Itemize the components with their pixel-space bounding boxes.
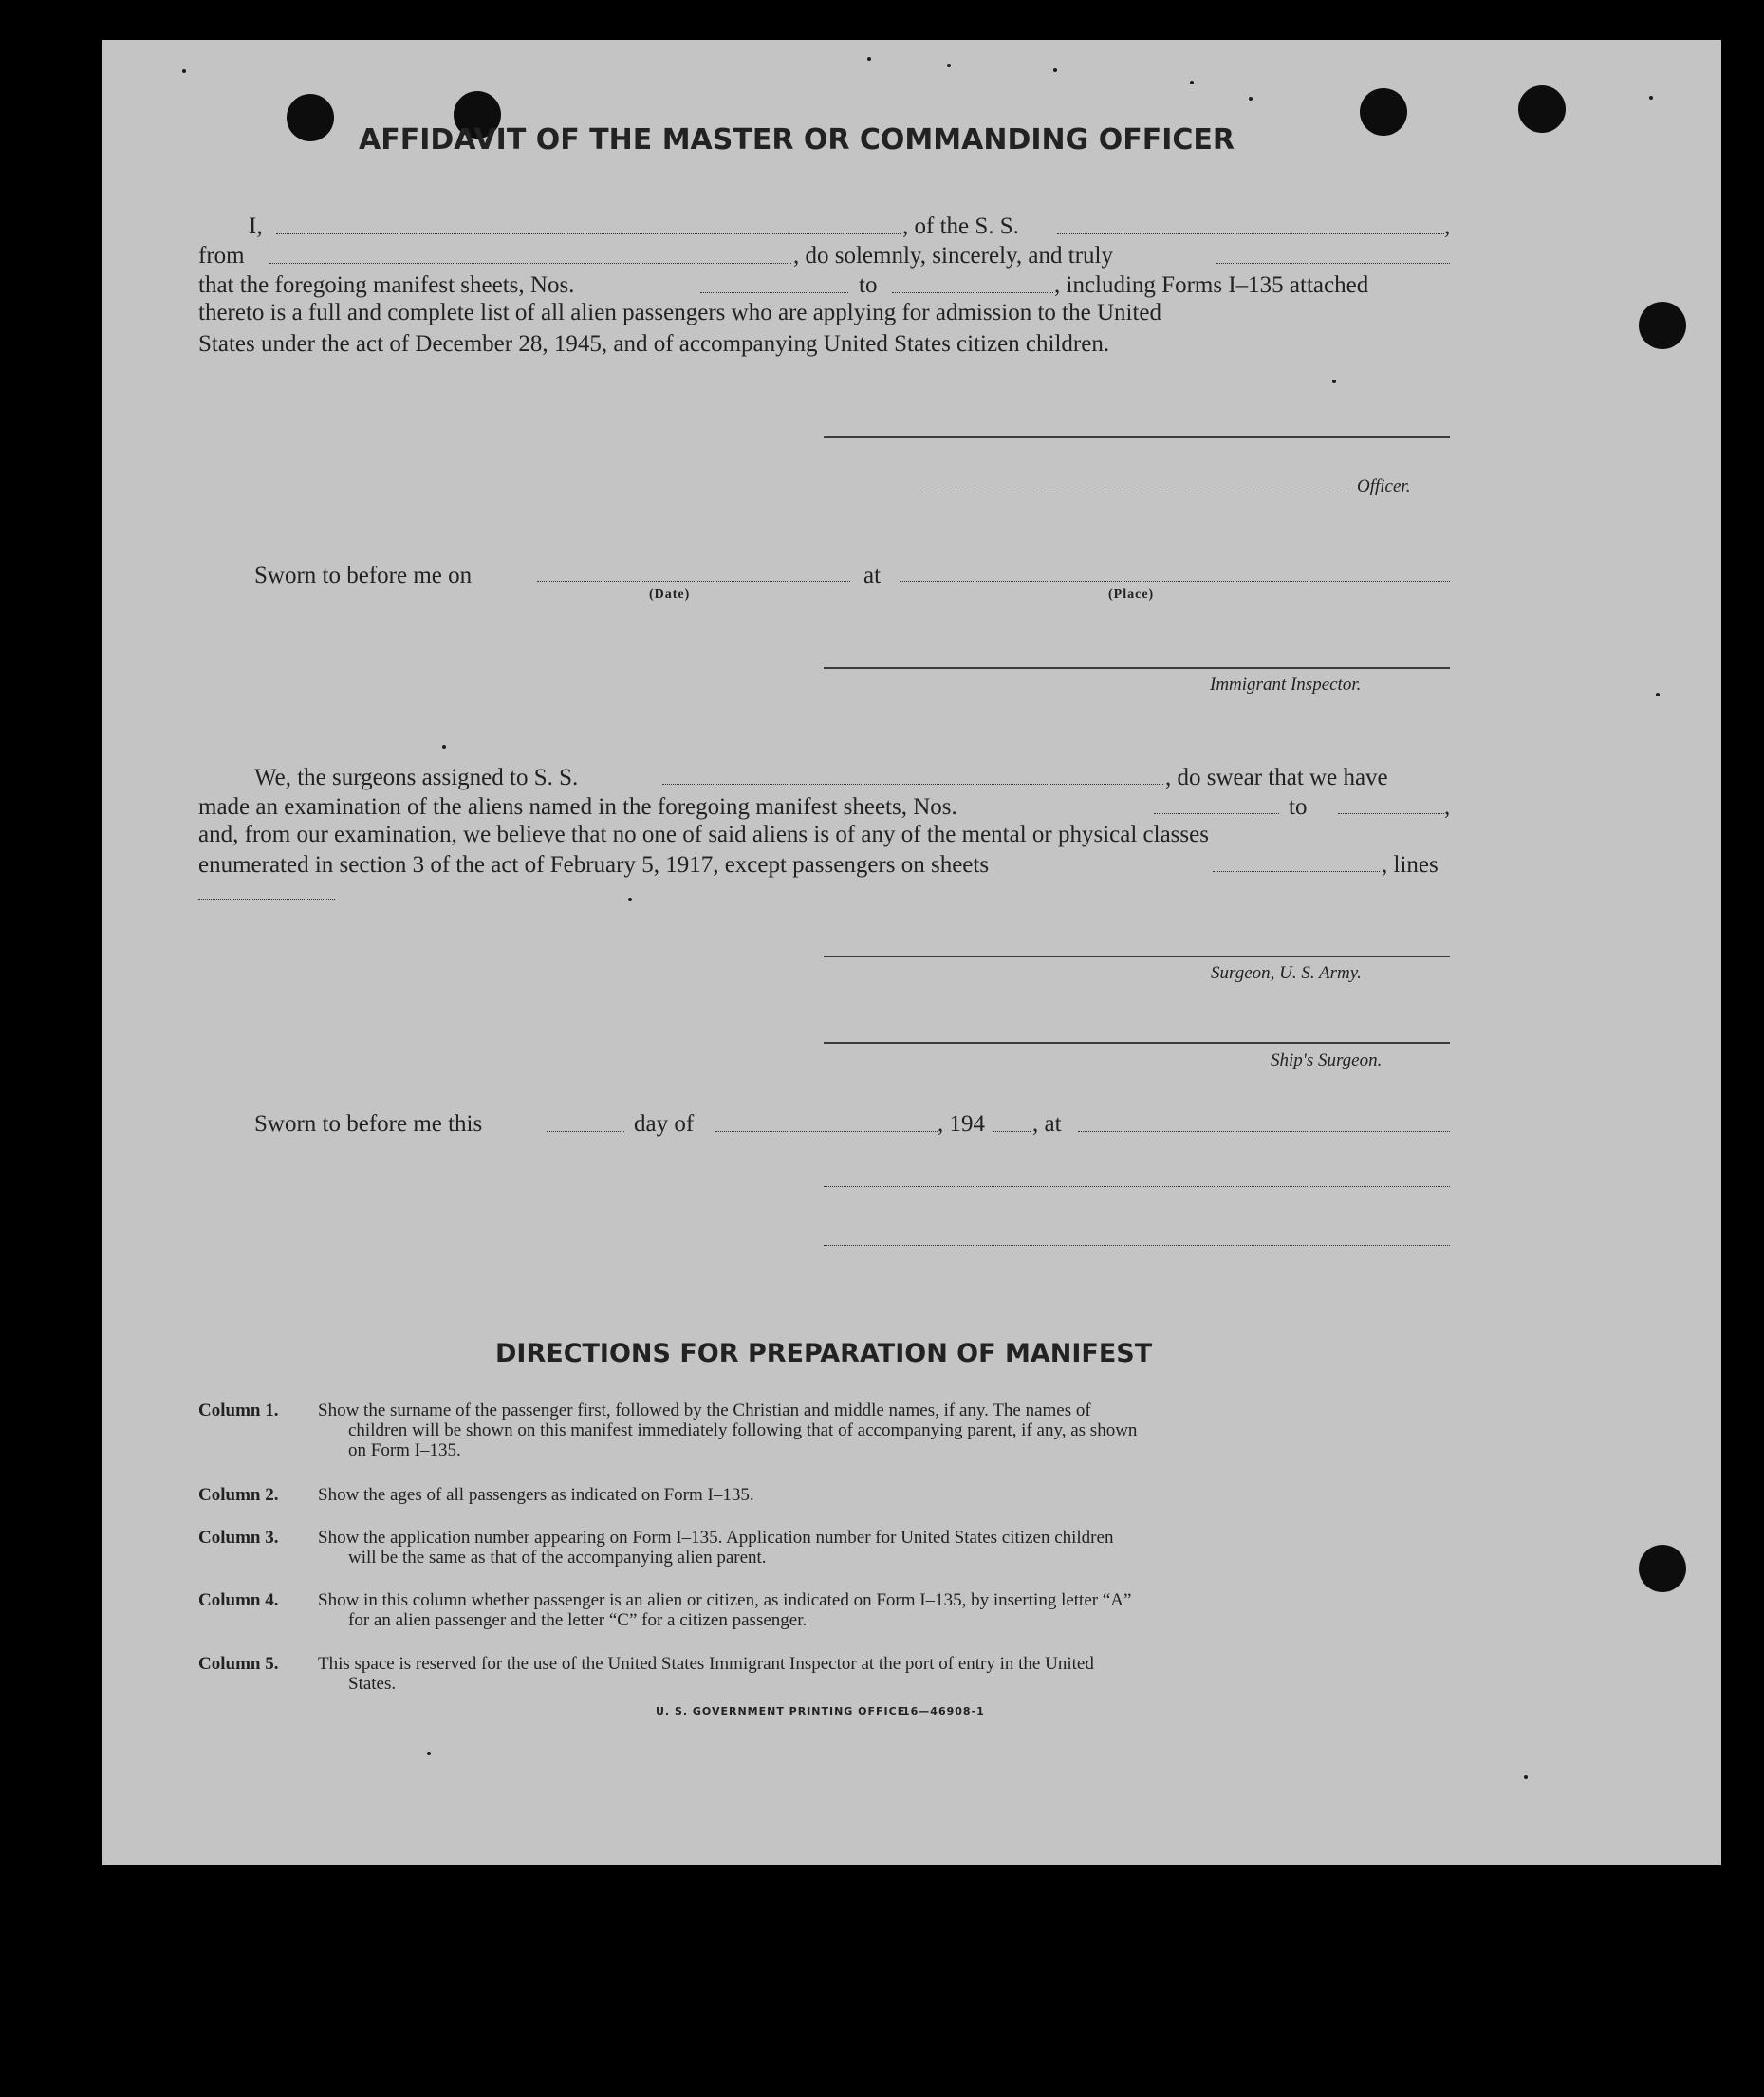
affidavit-line1-end: , (1444, 213, 1451, 239)
ship-name-field[interactable] (1057, 233, 1444, 234)
directions-title: DIRECTIONS FOR PREPARATION OF MANIFEST (495, 1339, 1153, 1368)
speck (867, 57, 871, 61)
date-caption: (Date) (649, 587, 691, 602)
direction-column-5 (198, 1654, 1451, 1694)
affidavit-paragraph (198, 298, 1453, 327)
speck (427, 1752, 431, 1755)
affidavit-title: AFFIDAVIT OF THE MASTER OR COMMANDING OFFICER (359, 123, 1235, 157)
column-text-line: Show the surname of the passenger first, followed by the Christian and middle names, if any. The names of (318, 1401, 1091, 1420)
direction-column-3 (198, 1528, 1451, 1568)
sworn2-at: , at (1032, 1111, 1062, 1137)
affidavit-line2-mid: , do solemnly, sincerely, and truly (793, 243, 1113, 269)
column-text-line: children will be shown on this manifest immediately following that of accompanying parent, if any, as shown (348, 1420, 1138, 1440)
affidavit-line2-from: from (198, 243, 245, 269)
punch-hole (1639, 302, 1686, 349)
column-text (318, 1590, 1451, 1630)
surgeons-line2-to: to (1289, 794, 1308, 820)
column-text (318, 1654, 1451, 1694)
column-text-line: Show in this column whether passenger is an alien or citizen, as indicated on Form I–135, by inserting letter “A” (318, 1590, 1132, 1610)
column-text-line: This space is reserved for the use of the United States Immigrant Inspector at the port of entry in the United (318, 1654, 1094, 1674)
speck (1053, 68, 1057, 72)
surgeons-line2-end: , (1444, 794, 1451, 820)
except-lines-field[interactable] (198, 899, 335, 900)
speck (1332, 380, 1336, 383)
surgeon-sheet-from-field[interactable] (1154, 813, 1279, 814)
punch-hole (287, 94, 334, 141)
sworn2-place-field[interactable] (1078, 1131, 1450, 1132)
speck (1524, 1775, 1528, 1779)
column-label: Column 2. (198, 1485, 279, 1505)
speck (182, 69, 186, 73)
speck (1249, 97, 1253, 101)
speck (628, 898, 632, 901)
direction-column-1 (198, 1401, 1451, 1460)
surgeons-paragraph (198, 820, 1453, 849)
column-label: Column 5. (198, 1654, 279, 1674)
inspector-label: Immigrant Inspector. (1210, 675, 1362, 695)
direction-column-4 (198, 1590, 1451, 1630)
surgeons-line4-b: , lines (1382, 852, 1439, 878)
army-surgeon-label: Surgeon, U. S. Army. (1211, 963, 1362, 983)
punch-hole (1360, 88, 1407, 136)
column-label: Column 1. (198, 1401, 279, 1420)
surgeons-line1-b: , do swear that we have (1165, 765, 1388, 790)
direction-column-2 (198, 1485, 1451, 1505)
affidavit-line5: States under the act of December 28, 1945, and of accompanying United States citizen children. (198, 331, 1110, 357)
ships-surgeon-signature-field[interactable] (824, 1042, 1450, 1044)
affidavit-line3-b: , including Forms I–135 attached (1054, 272, 1369, 298)
surgeons-line2-a: made an examination of the aliens named in the foregoing manifest sheets, Nos. (198, 794, 957, 820)
army-surgeon-signature-field[interactable] (824, 956, 1450, 957)
column-text (318, 1528, 1451, 1568)
column-text-line: States. (348, 1674, 397, 1694)
ships-surgeon-label: Ship's Surgeon. (1271, 1050, 1383, 1070)
affidavit-line3-a: that the foregoing manifest sheets, Nos. (198, 272, 575, 298)
sworn-place-field[interactable] (900, 581, 1450, 582)
column-text-line: on Form I–135. (348, 1440, 461, 1460)
master-name-field[interactable] (276, 233, 901, 234)
sworn-label: Sworn to before me on (254, 563, 473, 588)
sheet-to-field[interactable] (892, 292, 1053, 293)
signature-line[interactable] (824, 436, 1450, 438)
sworn-date-field[interactable] (537, 581, 850, 582)
inspector-signature-field[interactable] (824, 667, 1450, 669)
officer-label: Officer. (1357, 476, 1411, 496)
affidavit-line4: thereto is a full and complete list of all alien passengers who are applying for admission to the United (198, 300, 1162, 325)
speck (1190, 81, 1194, 84)
sworn2-year-field[interactable] (993, 1131, 1031, 1132)
sworn2-year: , 194 (938, 1111, 985, 1137)
surgeons-line1-a: We, the surgeons assigned to S. S. (254, 765, 579, 790)
sworn2-month-field[interactable] (715, 1131, 938, 1132)
sworn2-label: Sworn to before me this (254, 1111, 483, 1137)
form-code: 16—46908-1 (902, 1705, 985, 1717)
surgeons-line4-a: enumerated in section 3 of the act of February 5, 1917, except passengers on sheets (198, 852, 990, 878)
column-text-line: Show the ages of all passengers as indicated on Form I–135. (318, 1485, 754, 1505)
surgeons-line3: and, from our examination, we believe that no one of said aliens is of any of the mental or physical classes (198, 822, 1209, 847)
speck (1649, 96, 1653, 100)
affidavit-line3-to: to (859, 272, 878, 298)
from-port-field[interactable] (269, 263, 791, 264)
sworn-at: at (863, 563, 882, 588)
except-sheets-field[interactable] (1213, 871, 1380, 872)
speck (947, 64, 951, 67)
affidavit-line1-i: I, (249, 213, 263, 239)
column-text (318, 1485, 1451, 1505)
sheet-from-field[interactable] (700, 292, 848, 293)
column-text-line: Show the application number appearing on Form I–135. Application number for United States citizen children (318, 1528, 1114, 1548)
oath-field[interactable] (1216, 263, 1450, 264)
speck (1656, 693, 1660, 696)
punch-hole (1639, 1545, 1686, 1592)
column-text (318, 1401, 1451, 1460)
affidavit-line1-ss: , of the S. S. (902, 213, 1019, 239)
sworn2-day: day of (634, 1111, 695, 1137)
printer-imprint: U. S. GOVERNMENT PRINTING OFFICE (656, 1705, 906, 1717)
column-text-line: for an alien passenger and the letter “C” for a citizen passenger. (348, 1610, 808, 1630)
punch-hole (1518, 85, 1566, 133)
sworn2-title-field[interactable] (824, 1245, 1450, 1246)
sworn2-signature-field[interactable] (824, 1186, 1450, 1187)
surgeon-ship-field[interactable] (662, 784, 1163, 785)
sworn2-day-field[interactable] (547, 1131, 624, 1132)
column-label: Column 3. (198, 1528, 279, 1548)
column-text-line: will be the same as that of the accompanying alien parent. (348, 1548, 767, 1568)
surgeon-sheet-to-field[interactable] (1338, 813, 1444, 814)
place-caption: (Place) (1108, 587, 1155, 602)
speck (442, 745, 446, 749)
column-label: Column 4. (198, 1590, 279, 1610)
